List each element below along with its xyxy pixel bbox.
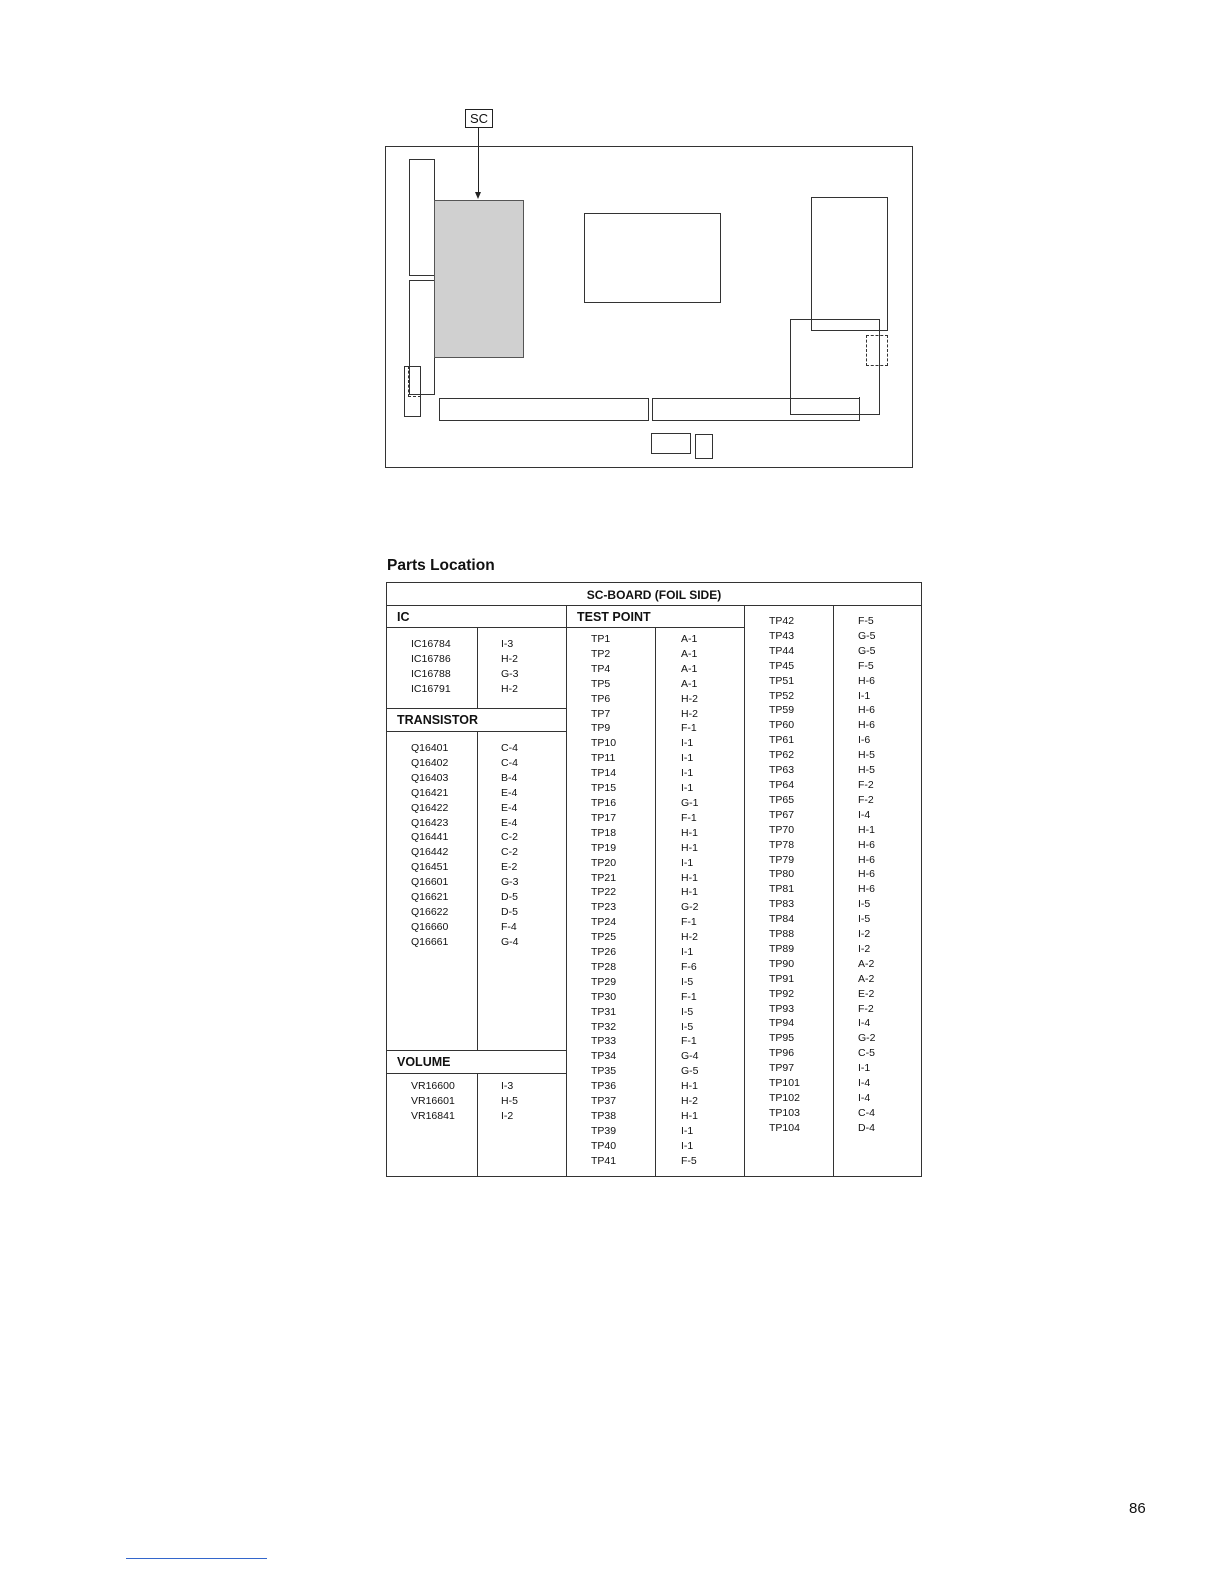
test-point-ref: TP60 bbox=[769, 719, 795, 732]
test-point-ref: TP103 bbox=[769, 1106, 800, 1119]
test-point-loc: I-1 bbox=[681, 856, 694, 869]
test-point-loc: I-4 bbox=[858, 808, 871, 821]
ic-loc-list bbox=[501, 637, 519, 697]
test-point-ref: TP92 bbox=[769, 987, 795, 1000]
test-point-loc: H-6 bbox=[858, 719, 875, 732]
test-point-loc: C-4 bbox=[858, 1106, 875, 1119]
test-point-loc: I-5 bbox=[858, 898, 871, 911]
test-point-ref: TP84 bbox=[769, 913, 795, 926]
right-dashed-connector bbox=[866, 335, 888, 366]
test-point-loc: G-4 bbox=[681, 1050, 699, 1063]
volume-ref-list bbox=[411, 1079, 455, 1124]
test-point-ref: TP23 bbox=[591, 901, 617, 914]
test-point-ref: TP37 bbox=[591, 1095, 617, 1108]
volume-section-title: VOLUME bbox=[397, 1055, 451, 1069]
test-point-ref: TP81 bbox=[769, 883, 795, 896]
test-point-ref: TP42 bbox=[769, 615, 795, 627]
test-point-ref: TP94 bbox=[769, 1017, 795, 1030]
test-point-loc: H-1 bbox=[681, 871, 698, 884]
transistor-loc: C-2 bbox=[501, 846, 518, 859]
test-point-ref: TP65 bbox=[769, 793, 795, 806]
test-point-loc: I-1 bbox=[681, 1124, 694, 1137]
board-label-sc: SC bbox=[465, 109, 493, 128]
test-point-ref: TP11 bbox=[591, 752, 616, 765]
test-point-loc: H-2 bbox=[681, 707, 698, 720]
ic-ref: IC16791 bbox=[411, 682, 451, 695]
test-point-ref: TP24 bbox=[591, 916, 617, 929]
test-point-loc: I-4 bbox=[858, 1017, 871, 1030]
right-tall-component bbox=[811, 197, 888, 331]
title-divider bbox=[387, 605, 921, 606]
test-point-loc: H-5 bbox=[858, 764, 875, 777]
test-point-ref: TP52 bbox=[769, 689, 795, 702]
test-point-ref: TP6 bbox=[591, 692, 611, 705]
test-point-loc: F-5 bbox=[858, 659, 874, 672]
volume-ref: VR16601 bbox=[411, 1094, 455, 1107]
test-point-ref: TP7 bbox=[591, 707, 611, 720]
test-point-ref: TP16 bbox=[591, 796, 617, 809]
test-point-loc: H-2 bbox=[681, 692, 698, 705]
test-point-loc: G-5 bbox=[858, 644, 876, 657]
ic-loc: I-3 bbox=[501, 638, 514, 650]
test-point-ref: TP59 bbox=[769, 704, 795, 717]
transistor-loc: F-4 bbox=[501, 920, 517, 933]
test-point-ref: TP29 bbox=[591, 975, 617, 988]
test-point-ref: TP101 bbox=[769, 1077, 800, 1090]
test-point-loc: A-1 bbox=[681, 647, 698, 660]
test-point-loc: H-1 bbox=[681, 886, 698, 899]
transistor-ref: Q16403 bbox=[411, 771, 449, 784]
test-point-loc: A-2 bbox=[858, 957, 875, 970]
test-point-loc: I-4 bbox=[858, 1092, 871, 1104]
ic-ref-list bbox=[411, 637, 451, 697]
test-point-ref: TP51 bbox=[769, 674, 795, 687]
transistor-loc: E-4 bbox=[501, 801, 518, 814]
volume-ref: VR16841 bbox=[411, 1109, 455, 1122]
test-point-loc: C-5 bbox=[858, 1047, 875, 1060]
transistor-loc-list bbox=[501, 741, 519, 950]
test-point-loc: H-6 bbox=[858, 674, 875, 687]
test-point-loc: F-5 bbox=[858, 615, 874, 627]
test-point-loc: H-1 bbox=[681, 841, 698, 854]
test-point-ref: TP30 bbox=[591, 990, 617, 1003]
test-point-ref: TP38 bbox=[591, 1110, 617, 1122]
test-point-ref: TP63 bbox=[769, 764, 795, 777]
test-point-loc-list-2 bbox=[858, 614, 876, 1136]
test-point-loc: A-2 bbox=[858, 972, 875, 985]
test-point-ref: TP25 bbox=[591, 931, 617, 944]
ic-ref: IC16786 bbox=[411, 652, 451, 665]
ic-loc: G-3 bbox=[501, 667, 519, 680]
test-point-ref: TP18 bbox=[591, 826, 617, 839]
test-point-ref: TP62 bbox=[769, 749, 795, 762]
test-point-ref: TP15 bbox=[591, 782, 617, 795]
test-point-loc: I-1 bbox=[681, 782, 694, 795]
test-point-ref: TP43 bbox=[769, 629, 795, 642]
test-point-ref: TP32 bbox=[591, 1020, 617, 1033]
test-point-ref: TP19 bbox=[591, 841, 617, 854]
transistor-ref: Q16661 bbox=[411, 935, 449, 948]
test-point-ref: TP28 bbox=[591, 960, 617, 973]
ic-section-title: IC bbox=[397, 610, 410, 624]
transistor-loc: G-3 bbox=[501, 876, 519, 889]
test-point-loc: G-5 bbox=[681, 1065, 699, 1078]
test-point-ref: TP104 bbox=[769, 1121, 800, 1134]
test-point-ref: TP14 bbox=[591, 767, 617, 780]
volume-loc: H-5 bbox=[501, 1094, 518, 1107]
left-dashed-outline bbox=[408, 366, 421, 397]
test-point-loc: I-1 bbox=[681, 752, 694, 765]
divider-4 bbox=[744, 605, 745, 1177]
test-point-loc: A-1 bbox=[681, 677, 698, 690]
test-point-loc: I-1 bbox=[858, 689, 871, 702]
ic-loc: H-2 bbox=[501, 682, 518, 695]
test-point-loc-list-1 bbox=[681, 632, 699, 1169]
transistor-loc: G-4 bbox=[501, 935, 519, 948]
transistor-ref: Q16401 bbox=[411, 742, 449, 754]
footer-link-underline[interactable] bbox=[126, 1558, 267, 1559]
transistor-ref: Q16622 bbox=[411, 905, 449, 918]
volume-ref: VR16600 bbox=[411, 1080, 455, 1092]
test-point-loc: I-5 bbox=[681, 1005, 694, 1018]
test-point-ref: TP102 bbox=[769, 1092, 800, 1104]
test-point-ref: TP44 bbox=[769, 644, 795, 657]
transistor-loc: C-4 bbox=[501, 756, 518, 769]
test-point-ref: TP78 bbox=[769, 838, 795, 851]
test-point-ref: TP88 bbox=[769, 928, 795, 941]
test-point-loc: I-1 bbox=[681, 1139, 694, 1152]
test-point-ref: TP90 bbox=[769, 957, 795, 970]
test-point-ref: TP39 bbox=[591, 1124, 617, 1137]
test-point-loc: F-2 bbox=[858, 778, 874, 791]
test-point-ref: TP36 bbox=[591, 1080, 617, 1093]
volume-loc: I-2 bbox=[501, 1109, 514, 1122]
test-point-loc: I-1 bbox=[681, 946, 694, 959]
transistor-loc: E-2 bbox=[501, 861, 518, 874]
test-point-loc: F-2 bbox=[858, 1002, 874, 1015]
test-point-ref: TP41 bbox=[591, 1154, 617, 1167]
ic-ref: IC16788 bbox=[411, 667, 451, 680]
transistor-ref: Q16441 bbox=[411, 831, 449, 844]
transistor-section-title: TRANSISTOR bbox=[397, 713, 479, 727]
test-point-loc: F-1 bbox=[681, 722, 697, 735]
test-point-loc: H-6 bbox=[858, 704, 875, 717]
transistor-ref: Q16601 bbox=[411, 876, 449, 889]
transistor-ref: Q16660 bbox=[411, 920, 449, 933]
test-point-ref: TP33 bbox=[591, 1035, 617, 1048]
divider-3 bbox=[655, 627, 656, 1177]
test-point-ref: TP61 bbox=[769, 734, 795, 747]
test-point-loc: I-6 bbox=[858, 734, 871, 747]
test-point-ref: TP70 bbox=[769, 823, 795, 836]
test-point-ref: TP9 bbox=[591, 722, 611, 735]
transistor-ref: Q16402 bbox=[411, 756, 449, 769]
test-point-loc: F-2 bbox=[858, 793, 874, 806]
test-point-loc: I-5 bbox=[681, 1020, 694, 1033]
test-point-loc: A-1 bbox=[681, 662, 698, 675]
test-point-loc: I-1 bbox=[858, 1062, 871, 1075]
test-point-ref: TP4 bbox=[591, 662, 611, 675]
test-point-loc: I-5 bbox=[858, 913, 871, 926]
test-point-loc: G-2 bbox=[681, 901, 699, 914]
test-point-loc: I-2 bbox=[858, 928, 871, 941]
bottom-small-component-b bbox=[695, 434, 713, 459]
test-point-loc: I-4 bbox=[858, 1077, 871, 1090]
transistor-header-divider bbox=[387, 731, 566, 732]
ic-header-divider bbox=[387, 627, 566, 628]
test-point-loc: F-6 bbox=[681, 960, 697, 973]
test-point-ref: TP67 bbox=[769, 808, 795, 821]
transistor-ref: Q16422 bbox=[411, 801, 449, 814]
test-point-ref: TP2 bbox=[591, 647, 611, 660]
test-point-ref-list-2 bbox=[769, 614, 800, 1136]
test-point-loc: H-1 bbox=[681, 1080, 698, 1093]
transistor-ref: Q16451 bbox=[411, 861, 449, 874]
center-chip bbox=[584, 213, 721, 303]
ic-loc: H-2 bbox=[501, 652, 518, 665]
test-point-loc: G-1 bbox=[681, 796, 699, 809]
parts-location-heading: Parts Location bbox=[387, 557, 495, 574]
test-point-loc: H-6 bbox=[858, 883, 875, 896]
divider-5 bbox=[833, 605, 834, 1177]
test-point-ref: TP89 bbox=[769, 942, 795, 955]
test-point-loc: H-1 bbox=[681, 826, 698, 839]
test-point-loc: G-5 bbox=[858, 629, 876, 642]
test-point-ref: TP34 bbox=[591, 1050, 617, 1063]
test-point-loc: F-1 bbox=[681, 990, 697, 1003]
transistor-ref: Q16621 bbox=[411, 891, 449, 904]
test-point-ref: TP91 bbox=[769, 972, 795, 985]
transistor-loc: E-4 bbox=[501, 786, 518, 799]
test-point-ref: TP22 bbox=[591, 886, 617, 899]
test-point-ref: TP20 bbox=[591, 856, 617, 869]
transistor-ref: Q16423 bbox=[411, 816, 449, 829]
test-point-loc: E-2 bbox=[858, 987, 875, 1000]
transistor-loc: B-4 bbox=[501, 771, 518, 784]
test-point-loc: G-2 bbox=[858, 1032, 876, 1045]
test-point-ref: TP96 bbox=[769, 1047, 795, 1060]
test-point-ref: TP5 bbox=[591, 677, 611, 690]
parts-location-table bbox=[386, 582, 922, 1177]
test-point-loc: I-2 bbox=[858, 942, 871, 955]
test-point-ref: TP40 bbox=[591, 1139, 617, 1152]
transistor-loc: C-2 bbox=[501, 831, 518, 844]
bottom-connector-left bbox=[439, 398, 649, 421]
test-point-loc: I-1 bbox=[681, 767, 694, 780]
test-point-loc: H-5 bbox=[858, 749, 875, 762]
test-point-ref: TP93 bbox=[769, 1002, 795, 1015]
transistor-loc: C-4 bbox=[501, 742, 518, 754]
test-point-ref: TP10 bbox=[591, 737, 617, 750]
bottom-dashed-outline bbox=[790, 397, 860, 415]
test-point-ref: TP35 bbox=[591, 1065, 617, 1078]
transistor-loc: E-4 bbox=[501, 816, 518, 829]
test-point-ref: TP97 bbox=[769, 1062, 795, 1075]
test-point-ref: TP95 bbox=[769, 1032, 795, 1045]
test-point-ref: TP26 bbox=[591, 946, 617, 959]
test-point-loc: A-1 bbox=[681, 633, 698, 645]
table-title: SC-BOARD (FOIL SIDE) bbox=[586, 588, 722, 602]
volume-header-divider bbox=[387, 1073, 566, 1074]
bottom-small-component-a bbox=[651, 433, 691, 454]
tp-header-divider bbox=[566, 627, 744, 628]
test-point-ref: TP21 bbox=[591, 871, 617, 884]
test-point-loc: H-1 bbox=[858, 823, 875, 836]
test-point-ref: TP79 bbox=[769, 853, 795, 866]
test-point-loc: H-6 bbox=[858, 868, 875, 881]
test-point-loc: F-1 bbox=[681, 1035, 697, 1048]
transistor-ref: Q16421 bbox=[411, 786, 449, 799]
test-point-ref: TP80 bbox=[769, 868, 795, 881]
page-number: 86 bbox=[1129, 1500, 1146, 1517]
volume-loc-list bbox=[501, 1079, 518, 1124]
test-point-loc: F-1 bbox=[681, 811, 697, 824]
transistor-ref-list bbox=[411, 741, 448, 950]
test-point-loc: D-4 bbox=[858, 1121, 875, 1134]
test-point-ref: TP31 bbox=[591, 1005, 617, 1018]
sc-highlight-area bbox=[434, 200, 524, 358]
transistor-loc: D-5 bbox=[501, 905, 518, 918]
test-point-ref: TP17 bbox=[591, 811, 617, 824]
test-point-loc: I-1 bbox=[681, 737, 694, 750]
test-point-ref: TP1 bbox=[591, 633, 611, 645]
test-point-ref: TP83 bbox=[769, 898, 795, 911]
transistor-ref: Q16442 bbox=[411, 846, 449, 859]
divider-2 bbox=[566, 605, 567, 1177]
test-point-ref: TP45 bbox=[769, 659, 795, 672]
test-point-section-title: TEST POINT bbox=[577, 610, 651, 624]
test-point-loc: I-5 bbox=[681, 975, 694, 988]
test-point-loc: F-1 bbox=[681, 916, 697, 929]
left-connector-upper bbox=[409, 159, 435, 276]
test-point-loc: H-2 bbox=[681, 931, 698, 944]
test-point-loc: H-6 bbox=[858, 838, 875, 851]
board-outline bbox=[385, 146, 913, 468]
test-point-ref: TP64 bbox=[769, 778, 795, 791]
test-point-loc: H-1 bbox=[681, 1110, 698, 1122]
ic-ref: IC16784 bbox=[411, 638, 451, 650]
test-point-loc: H-6 bbox=[858, 853, 875, 866]
transistor-loc: D-5 bbox=[501, 891, 518, 904]
test-point-loc: F-5 bbox=[681, 1154, 697, 1167]
test-point-loc: H-2 bbox=[681, 1095, 698, 1108]
volume-loc: I-3 bbox=[501, 1080, 514, 1092]
test-point-ref-list-1 bbox=[591, 632, 616, 1169]
header-mask-volume bbox=[475, 1051, 480, 1073]
